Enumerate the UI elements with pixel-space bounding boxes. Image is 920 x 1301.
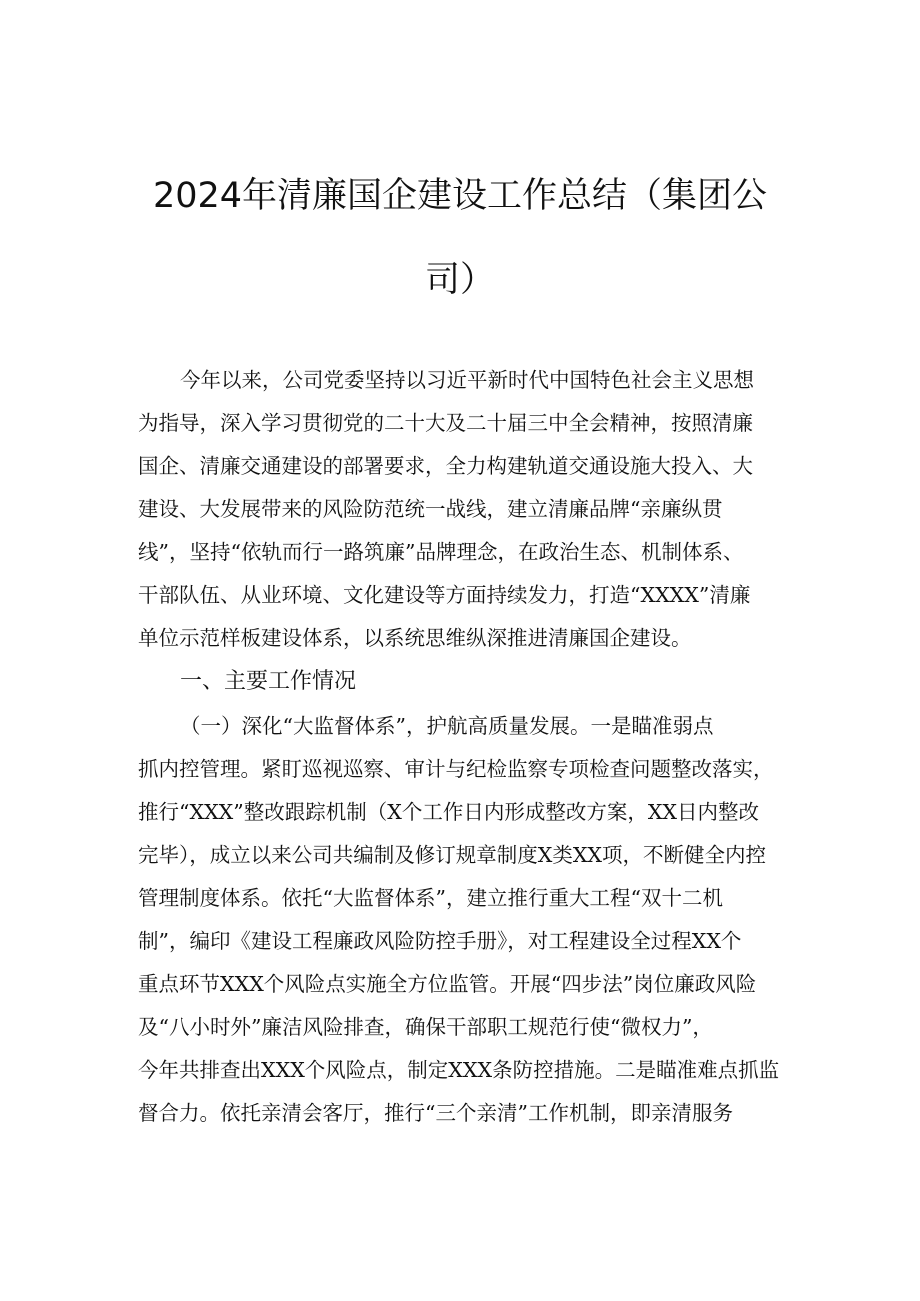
document-title-line-2: 司）	[424, 260, 495, 300]
intro-line: 今年以来，公司党委坚持以习近平新时代中国特色社会主义思想	[180, 368, 754, 392]
intro-line: 单位示范样板建设体系，以系统思维纵深推进清廉国企建设。	[138, 626, 692, 650]
section-line: 推行“XXX”整改跟踪机制（X个工作日内形成整改方案，XX日内整改	[138, 800, 760, 824]
section-line: 及“八小时外”廉洁风险排查，确保干部职工规范行使“微权力”，	[138, 1015, 713, 1039]
section-line: 抓内控管理。紧盯巡视巡察、审计与纪检监察专项检查问题整改落实，	[138, 757, 774, 781]
section-line: 制”，编印《建设工程廉政风险防控手册》，对工程建设全过程XX个	[138, 929, 742, 953]
section-heading: 一、主要工作情况	[180, 669, 357, 694]
intro-line: 为指导，深入学习贯彻党的二十大及二十届三中全会精神，按照清廉	[138, 411, 753, 435]
intro-line: 干部队伍、从业环境、文化建设等方面持续发力，打造“XXXX”清廉	[138, 583, 751, 607]
intro-line: 国企、清廉交通建设的部署要求，全力构建轨道交通设施大投入、大	[138, 454, 753, 478]
section-line: 督合力。依托亲清会客厅，推行“三个亲清”工作机制，即亲清服务	[138, 1101, 733, 1125]
document-title-line-1: 2024年清廉国企建设工作总结（集团公	[152, 176, 768, 216]
section-line: 管理制度体系。依托“大监督体系”，建立推行重大工程“双十二机	[138, 886, 723, 910]
section-line: （一）深化“大监督体系”，护航高质量发展。一是瞄准弱点	[180, 714, 714, 738]
section-line: 重点环节XXX个风险点实施全方位监管。开展“四步法”岗位廉政风险	[138, 972, 757, 996]
intro-line: 建设、大发展带来的风险防范统一战线，建立清廉品牌“亲廉纵贯	[138, 497, 723, 521]
section-line: 完毕），成立以来公司共编制及修订规章制度X类XX项，不断健全内控	[138, 843, 767, 867]
section-line: 今年共排查出XXX个风险点，制定XXX条防控措施。二是瞄准难点抓监	[138, 1058, 780, 1082]
intro-line: 线”，坚持“依轨而行一路筑廉”品牌理念，在政治生态、机制体系、	[138, 540, 744, 564]
